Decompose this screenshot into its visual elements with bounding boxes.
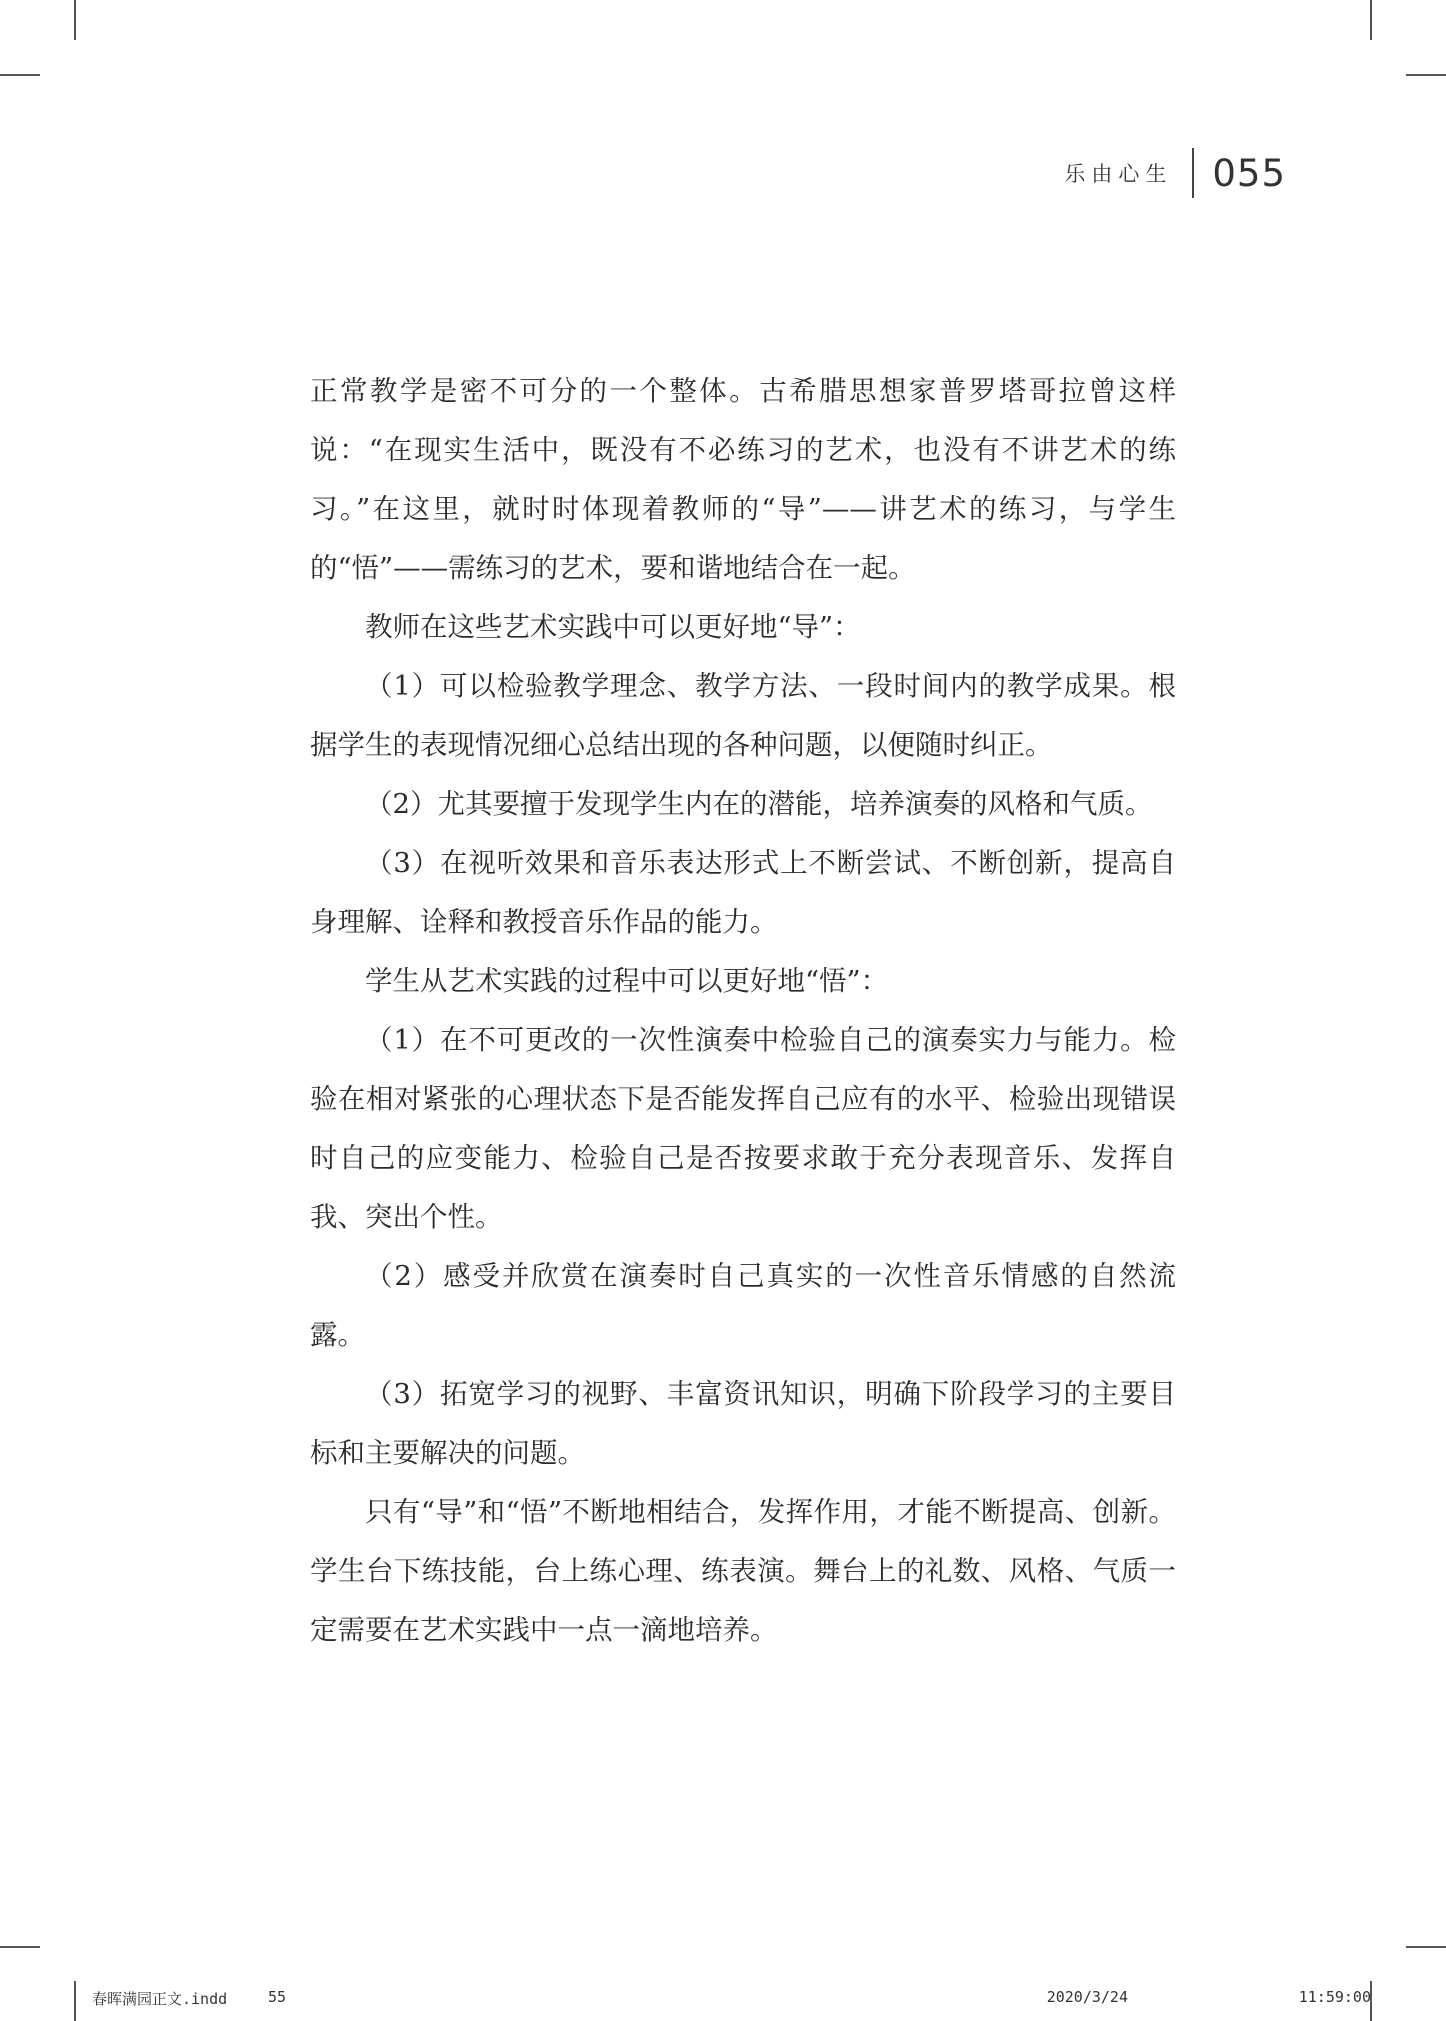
page-number: 055: [1212, 151, 1286, 195]
slug-file-name: 春晖满园正文.indd: [92, 1990, 228, 2008]
running-header: [1064, 148, 1286, 198]
paragraph: （3）拓宽学习的视野、丰富资讯知识，明确下阶段学习的主要目标和主要解决的问题。: [310, 1378, 1176, 1469]
crop-mark-bottom-left-vertical: [74, 1981, 76, 2021]
paragraph: 正常教学是密不可分的一个整体。古希腊思想家普罗塔哥拉曾这样说：“在现实生活中，既没有不必练习的艺术，也没有不讲艺术的练习。”在这里，就时时体现着教师的“导”——讲艺术的练习，与学生的“悟”——需练习的艺术，要和谐地结合在一起。: [310, 375, 1176, 584]
crop-mark-bottom-left-horizontal: [0, 1946, 40, 1948]
paragraph: （1）在不可更改的一次性演奏中检验自己的演奏实力与能力。检验在相对紧张的心理状态下是否能发挥自己应有的水平、检验出现错误时自己的应变能力、检验自己是否按要求敢于充分表现音乐、发挥自我、突出个性。: [310, 1024, 1176, 1233]
paragraph: （2）感受并欣赏在演奏时自己真实的一次性音乐情感的自然流露。: [310, 1260, 1176, 1351]
paragraph: 只有“导”和“悟”不断地相结合，发挥作用，才能不断提高、创新。学生台下练技能，台上练心理、练表演。舞台上的礼数、风格、气质一定需要在艺术实践中一点一滴地培养。: [310, 1496, 1176, 1646]
paragraph: （3）在视听效果和音乐表达形式上不断尝试、不断创新，提高自身理解、诠释和教授音乐作品的能力。: [310, 847, 1176, 938]
paragraph: （1）可以检验教学理念、教学方法、一段时间内的教学成果。根据学生的表现情况细心总结出现的各种问题，以便随时纠正。: [310, 670, 1176, 761]
body-text: [310, 362, 1176, 1660]
slug-date: 2020/3/24: [1046, 1988, 1128, 2006]
running-title: 乐由心生: [1064, 162, 1173, 186]
crop-mark-bottom-right-horizontal: [1406, 1946, 1446, 1948]
paragraph: （2）尤其要擅于发现学生内在的潜能，培养演奏的风格和气质。: [365, 788, 1153, 820]
paragraph: 学生从艺术实践的过程中可以更好地“悟”：: [365, 965, 889, 997]
crop-mark-top-left-vertical: [74, 0, 76, 40]
slug-time: 11:59:00: [1298, 1988, 1371, 2006]
crop-mark-top-left-horizontal: [0, 74, 40, 76]
crop-mark-top-right-vertical: [1370, 0, 1372, 40]
slug-page: 55: [268, 1988, 287, 2006]
crop-mark-top-right-horizontal: [1406, 74, 1446, 76]
paragraph: 教师在这些艺术实践中可以更好地“导”：: [365, 611, 861, 643]
header-divider: [1192, 148, 1194, 198]
